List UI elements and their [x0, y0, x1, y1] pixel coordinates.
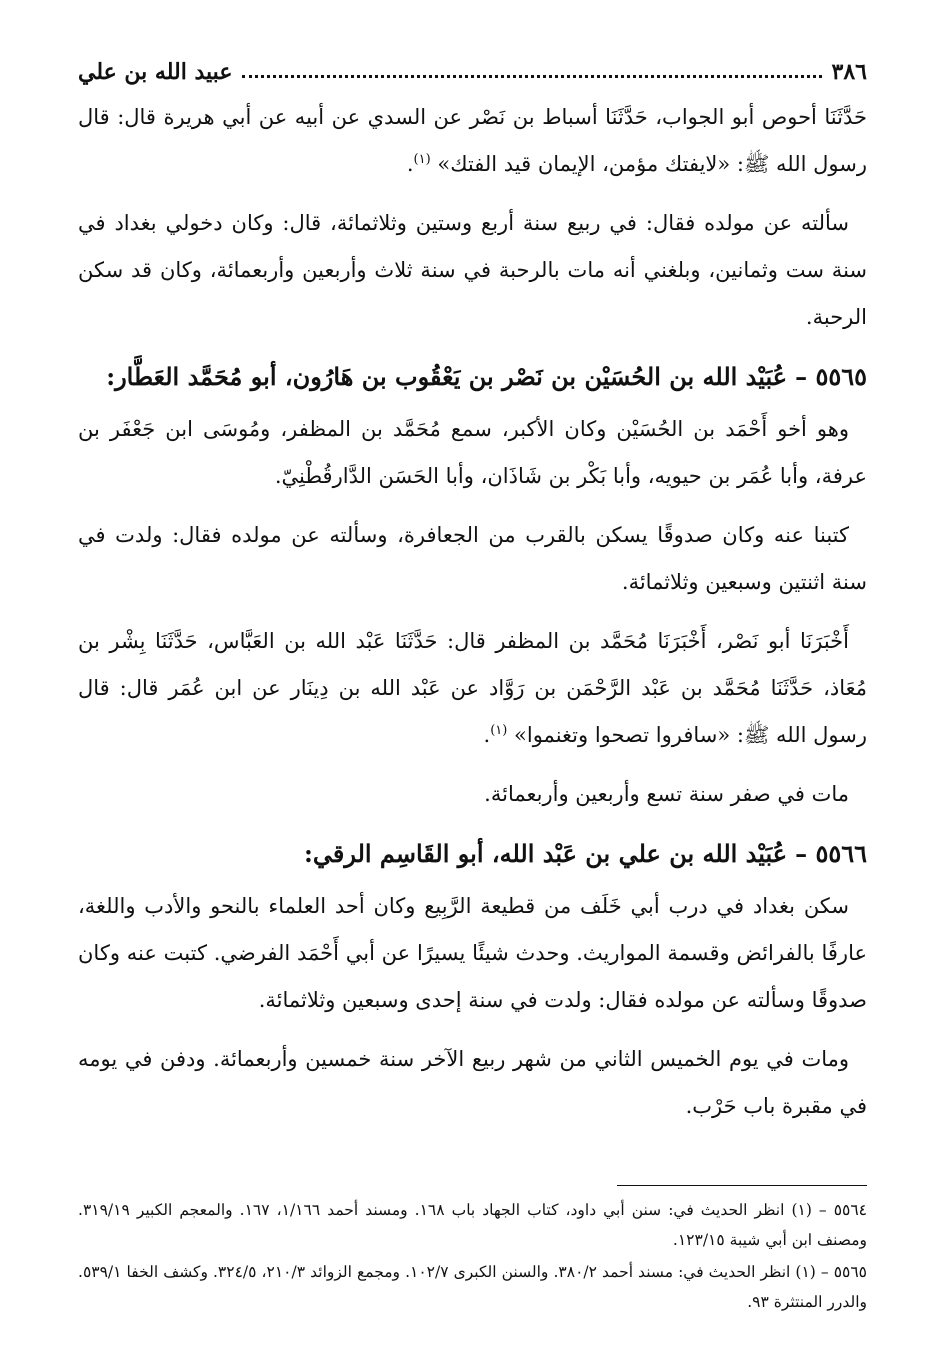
footnote-ref: (١)	[490, 723, 508, 738]
page-header	[78, 52, 867, 92]
continuation-text: حَدَّثَنَا أحوص أبو الجواب، حَدَّثَنَا أسباط بن نَصْر عن السدي عن أبيه عن أبي هريرة قال: قال رسول الله ﷺ: «لايفتك مؤمن، الإيمان قيد الفتك»	[78, 105, 867, 176]
footnote-ref: (١)	[413, 152, 431, 167]
entry-number: ٥٥٦٥ –	[795, 362, 867, 391]
continuation-paragraph: حَدَّثَنَا أحوص أبو الجواب، حَدَّثَنَا أسباط بن نَصْر عن السدي عن أبيه عن أبي هريرة قال: قال رسول الله ﷺ: «لايفتك مؤمن، الإيمان قيد الفتك» $^{(١)}$.	[78, 105, 867, 176]
footnote-5565: ٥٥٦٥ – (١) انظر الحديث في: مسند أحمد ٣٨٠/٢. والسنن الكبرى ١٠٢/٧. ومجمع الزوائد ٢١٠/٣، ٣٢٤/٥. وكشف الخفا ٥٣٩/١. والدرر المنتثرة ٩٣.	[78, 1263, 867, 1311]
entry-5565-paragraph-4: مات في صفر سنة تسع وأربعين وأربعمائة.	[484, 782, 849, 806]
entry-number: ٥٥٦٦ –	[795, 839, 867, 868]
header-dotted-leader	[242, 75, 821, 78]
footnote-separator	[617, 1185, 867, 1186]
entry-title: عُبَيْد الله بن علي بن عَبْد الله، أبو القَاسِم الرقي:	[303, 839, 788, 868]
entry-5566-heading	[78, 830, 867, 877]
entry-title: عُبَيْد الله بن الحُسَيْن بن نَصْر بن يَعْقُوب بن هَارُون، أبو مُحَمَّد العَطَّار:	[106, 362, 788, 391]
footnote-5564: ٥٥٦٤ – (١) انظر الحديث في: سنن أبي داود، كتاب الجهاد باب ١٦٨. ومسند أحمد ١/١٦٦، ١٦٧. والمعجم الكبير ٣١٩/١٩. ومصنف ابن أبي شيبة ١٢٣/١٥.	[78, 1201, 868, 1249]
entry-5566-paragraph-1: سكن بغداد في درب أبي خَلَف من قطيعة الرَّبِيع وكان أحد العلماء بالنحو والأدب واللغة، عارفًا بالفرائض وقسمة المواريث. وحدث شيئًا يسيرًا عن أبي أَحْمَد الفرضي. كتبت عنه وكان صدوقًا وسألته عن مولده فقال: ولدت في سنة إحدى وسبعين وثلاثمائة.	[78, 894, 867, 1012]
entry-5565-paragraph-3: أَخْبَرَنَا أبو نَصْر، أَخْبَرَنَا مُحَمَّد بن المظفر قال: حَدَّثَنَا عَبْد الله بن العَبَّاس، حَدَّثَنَا بِشْر بن مُعَاذ، حَدَّثَنَا مُحَمَّد بن عَبْد الرَّحْمَن بن رَوَّاد عن عَبْد الله بن دِينَار عن ابن عُمَر قال: قال رسول الله ﷺ: «سافروا تصحوا وتغنموا» $^{(١)}$.	[78, 629, 867, 747]
entry-5565-paragraph-2: كتبنا عنه وكان صدوقًا يسكن بالقرب من الجعافرة، وسألته عن مولده فقال: ولدت في سنة اثنتين وسبعين وثلاثمائة.	[78, 523, 867, 594]
entry-5565-paragraph-1: وهو أخو أَحْمَد بن الحُسَيْن وكان الأكبر، سمع مُحَمَّد بن المظفر، ومُوسَى ابن جَعْفَر بن عرفة، وأبا عُمَر بن حيويه، وأبا بَكْر بن شَاذَان، وأبا الحَسَن الدَّارقُطْنِيّ.	[78, 417, 867, 488]
entry-5565-heading	[78, 353, 867, 400]
birth-paragraph: سألته عن مولده فقال: في ربيع سنة أربع وستين وثلاثمائة، قال: وكان دخولي بغداد في سنة ست وثمانين، وبلغني أنه مات بالرحبة في سنة ثلاث وأربعين وأربعمائة، وكان قد سكن الرحبة.	[78, 211, 867, 329]
main-text	[78, 94, 867, 1142]
page-number: ٣٨٦	[831, 59, 867, 85]
running-title: عبيد الله بن علي	[78, 59, 233, 85]
footnotes	[78, 1195, 867, 1319]
hadith-text: أَخْبَرَنَا أبو نَصْر، أَخْبَرَنَا مُحَمَّد بن المظفر قال: حَدَّثَنَا عَبْد الله بن العَبَّاس، حَدَّثَنَا بِشْر بن مُعَاذ، حَدَّثَنَا مُحَمَّد بن عَبْد الرَّحْمَن بن رَوَّاد عن عَبْد الله بن دِينَار عن ابن عُمَر قال: قال رسول الله ﷺ: «سافروا تصحوا وتغنموا»	[78, 629, 867, 747]
entry-5566-paragraph-2: ومات في يوم الخميس الثاني من شهر ربيع الآخر سنة خمسين وأربعمائة. ودفن في يومه في مقبرة باب حَرْب.	[78, 1047, 867, 1118]
